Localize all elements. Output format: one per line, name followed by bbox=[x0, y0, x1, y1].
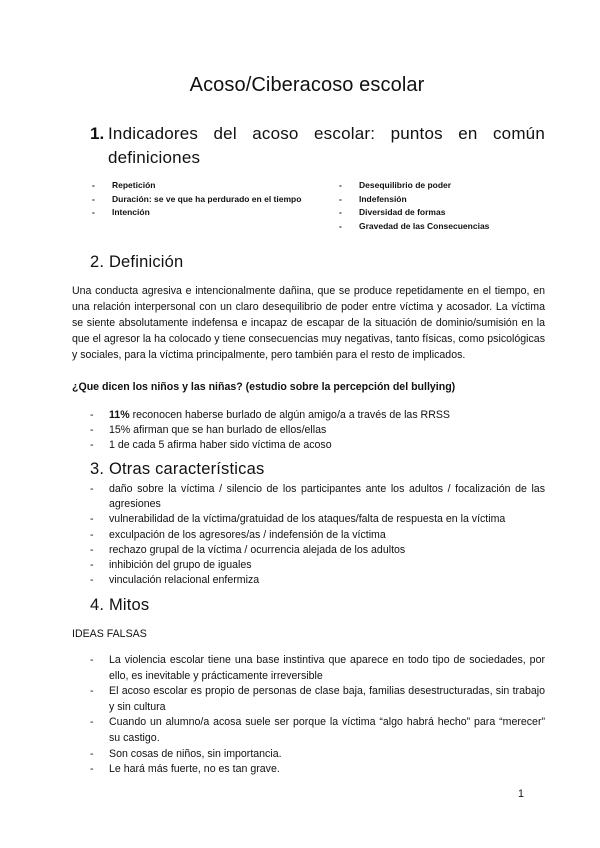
list-item: - Repetición bbox=[92, 180, 156, 190]
list-item: - inhibición del grupo de iguales bbox=[90, 559, 252, 572]
indicators-right-column bbox=[336, 179, 536, 233]
section3-heading: 3. Otras características bbox=[90, 460, 265, 478]
list-item: - Indefensión bbox=[339, 193, 407, 204]
list-item: - Son cosas de niños, sin importancia. bbox=[90, 747, 282, 760]
list-item: - vulnerabilidad de la víctima/gratuidad de los ataques/falta de respuesta en la víctima bbox=[90, 513, 506, 526]
indicators-left-column bbox=[89, 179, 304, 220]
study-stats-list bbox=[90, 408, 530, 454]
section4-heading: 4. Mitos bbox=[90, 596, 150, 614]
list-item: - Gravedad de las Consecuencias bbox=[339, 220, 490, 231]
section1-heading bbox=[90, 122, 545, 170]
list-item: - 11% reconocen haberse burlado de algún amigo/a a través de las RRSS bbox=[90, 409, 450, 421]
list-item: - Desequilibrio de poder bbox=[339, 180, 452, 190]
page-number: 1 bbox=[518, 788, 524, 800]
list-item: - La violencia escolar tiene una base instintiva que aparece en todo tipo de sociedades, por ello, es inevitable y prácticamente irreversible bbox=[90, 654, 545, 682]
section1-heading-text: Indicadores del acoso escolar: puntos en común definiciones bbox=[108, 124, 545, 167]
myths-list bbox=[90, 653, 545, 778]
list-item: - vinculación relacional enfermiza bbox=[90, 574, 260, 587]
list-item: - daño sobre la víctima / silencio de los participantes ante los adultos / focalización de las agresiones bbox=[90, 483, 545, 511]
definition-paragraph: Una conducta agresiva e intencionalmente dañina, que se produce repetidamente en el tiempo, en una relación interpersonal con un claro desequilibrio de poder entre víctima y acosador. La víctima se siente absolutamente indefensa e incapaz de escapar de la situación de dominio/sumisión en la que el agresor la ha colocado y tiene consecuencias muy negativas, tanto físicas, como psicológicas y sociales, para la víctima principalmente, pero también para el resto de implicados. bbox=[72, 285, 545, 361]
list-item: - Intención bbox=[92, 207, 150, 217]
characteristics-list bbox=[90, 482, 545, 588]
list-item: - Cuando un alumno/a acosa suele ser porque la víctima “algo habrá hecho” para “merecer” su castigo. bbox=[90, 716, 545, 744]
list-item: - El acoso escolar es propio de personas de clase baja, familias desestructuradas, sin trabajo y sin cultura bbox=[90, 685, 545, 713]
list-item: - Le hará más fuerte, no es tan grave. bbox=[90, 763, 280, 776]
list-item: - Diversidad de formas bbox=[339, 207, 446, 217]
list-item: - 1 de cada 5 afirma haber sido víctima de acoso bbox=[90, 439, 332, 452]
list-item: - rechazo grupal de la víctima / ocurrencia alejada de los adultos bbox=[90, 543, 406, 556]
false-ideas-label: IDEAS FALSAS bbox=[72, 628, 147, 640]
section1-number: 1. bbox=[90, 124, 105, 143]
study-question: ¿Que dicen los niños y las niñas? (estudio sobre la percepción del bullying) bbox=[72, 381, 456, 393]
list-item: - exculpación de los agresores/as / indefensión de la víctima bbox=[90, 528, 386, 541]
section2-heading: 2. Definición bbox=[90, 253, 184, 271]
list-item: - Duración: se ve que ha perdurado en el tiempo bbox=[92, 193, 302, 204]
document-title: Acoso/Ciberacoso escolar bbox=[189, 74, 425, 96]
list-item: - 15% afirman que se han burlado de ellos/ellas bbox=[90, 424, 327, 437]
